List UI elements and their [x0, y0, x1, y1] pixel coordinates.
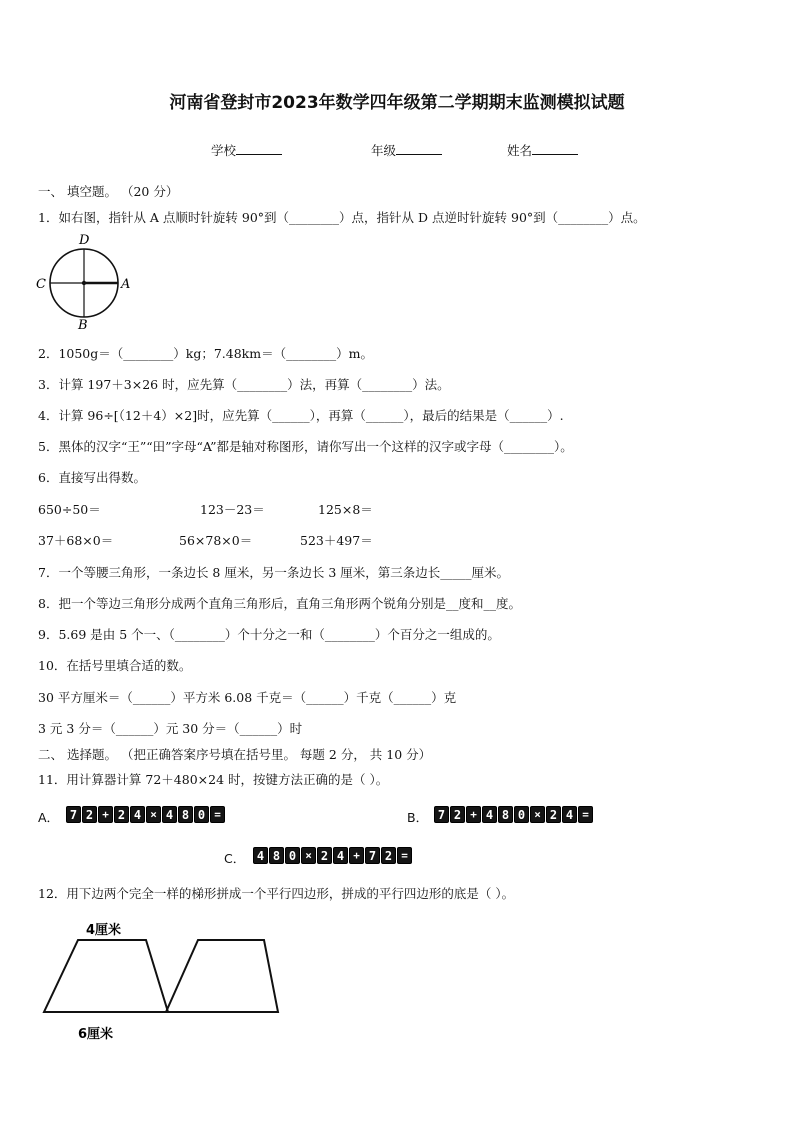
key: =: [397, 847, 412, 864]
option-c-label: C．: [224, 851, 246, 866]
option-b-keys[interactable]: [434, 806, 593, 823]
key: +: [466, 806, 481, 823]
key: 2: [82, 806, 97, 823]
key: 4: [482, 806, 497, 823]
calc-item: 123－23＝: [200, 502, 265, 517]
key: 4: [333, 847, 348, 864]
label-d: D: [79, 233, 90, 248]
key: ×: [301, 847, 316, 864]
key: 7: [365, 847, 380, 864]
key: 4: [253, 847, 268, 864]
option-a-keys[interactable]: [66, 806, 225, 823]
clock-circle-figure: [32, 232, 136, 332]
calc-item: 523＋497＝: [300, 533, 373, 548]
school-field: [211, 141, 282, 159]
question-4: 4．计算 96÷[（12＋4）×2]时，应先算（______），再算（______），最后的结果是（______）.: [38, 408, 564, 423]
label-b: B: [78, 318, 88, 332]
key: +: [98, 806, 113, 823]
key: 7: [66, 806, 81, 823]
name-blank[interactable]: [532, 142, 578, 156]
trapezoid-right: [166, 940, 278, 1012]
question-10-line-1: 30 平方厘米＝（______）平方米 6.08 千克＝（______）千克（______）克: [38, 690, 457, 705]
page-title: 河南省登封市2023年数学四年级第二学期期末监测模拟试题: [169, 93, 625, 113]
question-6: 6．直接写出得数。: [38, 470, 146, 485]
school-blank[interactable]: [236, 142, 282, 156]
grade-blank[interactable]: [396, 142, 442, 156]
key: 8: [498, 806, 513, 823]
key: 2: [450, 806, 465, 823]
option-a-label: A．: [38, 810, 60, 825]
bottom-length-label: 6厘米: [78, 1027, 114, 1042]
name-label: 姓名: [507, 143, 533, 158]
question-5: 5．黑体的汉字“王”“田”字母“A”都是轴对称图形，请你写出一个这样的汉字或字母（________）。: [38, 439, 573, 454]
question-2: 2．1050g＝（________）kg；7.48km＝（________）m。: [38, 346, 373, 361]
question-12: 12．用下边两个完全一样的梯形拼成一个平行四边形，拼成的平行四边形的底是（ ）。: [38, 886, 515, 901]
key: 2: [317, 847, 332, 864]
key: 7: [434, 806, 449, 823]
calc-item: 125×8＝: [318, 502, 373, 517]
question-1: 1．如右图，指针从 A 点顺时针旋转 90°到（________）点，指针从 D 点逆时针旋转 90°到（________）点。: [38, 210, 646, 225]
key: ×: [530, 806, 545, 823]
key: 4: [130, 806, 145, 823]
key: 2: [381, 847, 396, 864]
key: 0: [285, 847, 300, 864]
calc-item: 56×78×0＝: [179, 533, 253, 548]
name-field: [507, 141, 578, 159]
key: 4: [562, 806, 577, 823]
option-b-label: B．: [407, 810, 429, 825]
calc-item: 37＋68×0＝: [38, 533, 114, 548]
section-2-heading: 二、 选择题。 （把正确答案序号填在括号里。 每题 2 分， 共 10 分）: [38, 747, 432, 762]
question-11: 11．用计算器计算 72＋480×24 时，按键方法正确的是（ ）。: [38, 772, 389, 787]
key: 2: [114, 806, 129, 823]
key: 8: [269, 847, 284, 864]
key: =: [578, 806, 593, 823]
key: 2: [546, 806, 561, 823]
school-label: 学校: [211, 143, 237, 158]
label-a: A: [121, 277, 131, 292]
top-length-label: 4厘米: [86, 923, 122, 938]
key: ×: [146, 806, 161, 823]
trapezoid-left: [44, 940, 168, 1012]
question-8: 8．把一个等边三角形分成两个直角三角形后，直角三角形两个锐角分别是__度和__度。: [38, 596, 521, 611]
question-7: 7．一个等腰三角形，一条边长 8 厘米，另一条边长 3 厘米，第三条边长_____厘米。: [38, 565, 510, 580]
section-1-heading: 一、 填空题。 （20 分）: [38, 184, 179, 199]
key: 0: [194, 806, 209, 823]
question-10: 10．在括号里填合适的数。: [38, 658, 192, 673]
key: 8: [178, 806, 193, 823]
key: +: [349, 847, 364, 864]
key: 0: [514, 806, 529, 823]
question-10-line-2: 3 元 3 分＝（______）元 30 分＝（______）时: [38, 721, 303, 736]
option-c-keys[interactable]: [253, 847, 412, 864]
question-3: 3．计算 197＋3×26 时，应先算（________）法，再算（________）法。: [38, 377, 450, 392]
key: =: [210, 806, 225, 823]
grade-field: [371, 141, 442, 159]
key: 4: [162, 806, 177, 823]
grade-label: 年级: [371, 143, 397, 158]
label-c: C: [36, 277, 46, 292]
calc-item: 650÷50＝: [38, 502, 101, 517]
question-9: 9．5.69 是由 5 个一、（________）个十分之一和（________）个百分之一组成的。: [38, 627, 500, 642]
trapezoid-figure: [36, 918, 286, 1046]
center-dot: [82, 281, 86, 285]
